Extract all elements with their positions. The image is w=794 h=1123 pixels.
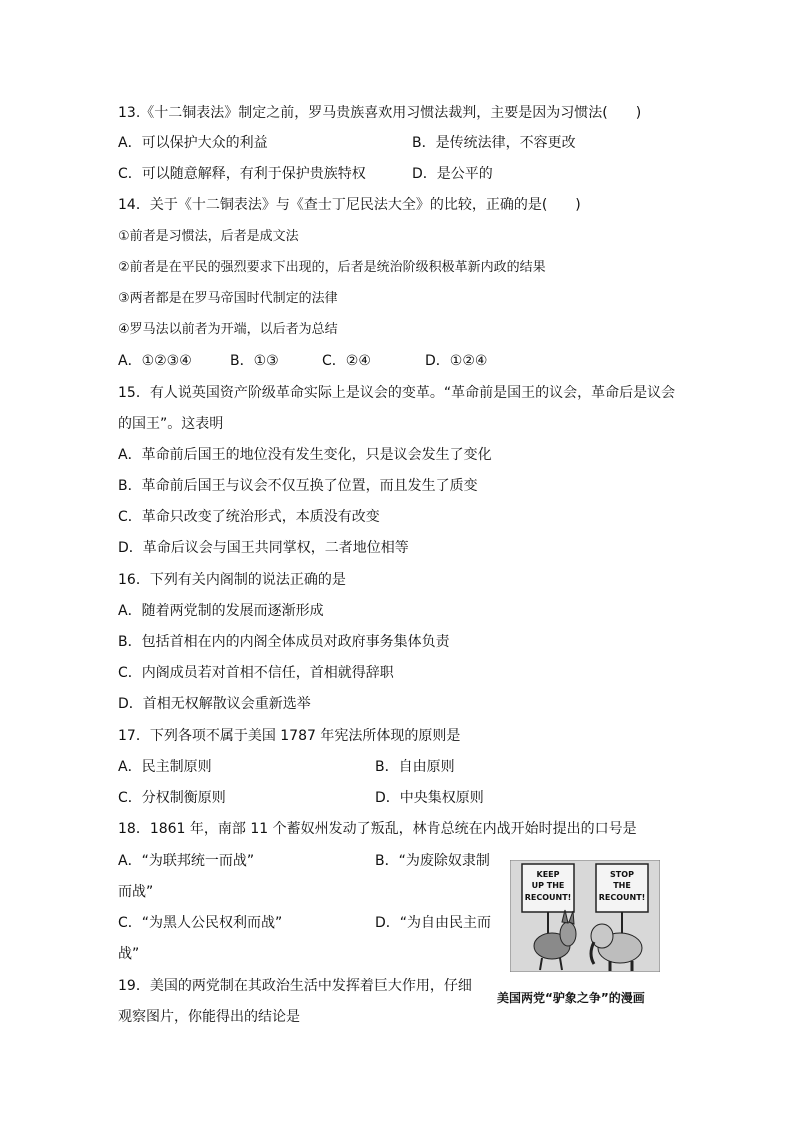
q14-statement-3: ③两者都是在罗马帝国时代制定的法律 [118,291,338,306]
q14-option-d: D．①②④ [425,353,488,369]
sign-left-line1: KEEP [536,870,560,879]
q13-option-a: A．可以保护大众的利益 [118,135,268,151]
q13-option-c: C．可以随意解释，有利于保护贵族特权 [118,166,366,182]
q18-option-b-line2: 而战” [118,884,154,900]
q18-option-d-line1: D．“为自由民主而 [375,915,492,931]
q14-option-a: A．①②③④ [118,353,192,369]
cartoon-caption: 美国两党“驴象之争”的漫画 [497,991,645,1005]
q14-option-c: C．②④ [322,353,371,369]
q16-option-a: A．随着两党制的发展而逐渐形成 [118,603,324,619]
q18-option-b-line1: B．“为废除奴隶制 [375,853,490,869]
q14-statement-2: ②前者是在平民的强烈要求下出现的，后者是统治阶级积极革新内政的结果 [118,260,546,275]
sign-right-line3: RECOUNT! [598,893,646,902]
q17-option-b: B．自由原则 [375,759,455,775]
q19-stem-line2: 观察图片，你能得出的结论是 [118,1009,300,1025]
q18-option-d-line2: 战” [118,946,140,962]
q18-stem: 18．1861 年，南部 11 个蓄奴州发动了叛乱，林肯总统在内战开始时提出的口号是 [118,821,637,837]
q18-option-c: C．“为黑人公民权利而战” [118,915,283,931]
q16-option-c: C．内阁成员若对首相不信任，首相就得辞职 [118,665,394,681]
q15-option-d: D．革命后议会与国王共同掌权，二者地位相等 [118,540,409,556]
q15-stem-line2: 的国王”。这表明 [118,416,224,432]
sign-right-line2: THE [613,881,631,890]
q16-option-b: B．包括首相在内的内阁全体成员对政府事务集体负责 [118,634,450,650]
donkey-elephant-cartoon [510,860,660,972]
q13-option-b: B．是传统法律，不容更改 [412,135,576,151]
q14-stem: 14．关于《十二铜表法》与《查士丁尼民法大全》的比较，正确的是( ) [118,197,581,213]
q17-option-a: A．民主制原则 [118,759,212,775]
q18-option-a: A．“为联邦统一而战” [118,853,255,869]
sign-left-line3: RECOUNT! [524,893,572,902]
sign-right-line1: STOP [610,870,634,879]
q19-stem-line1: 19．美国的两党制在其政治生活中发挥着巨大作用，仔细 [118,978,472,994]
sign-left-line2: UP THE [531,881,565,890]
q17-option-d: D．中央集权原则 [375,790,484,806]
q15-option-a: A．革命前后国王的地位没有发生变化，只是议会发生了变化 [118,447,492,463]
q15-option-c: C．革命只改变了统治形式，本质没有改变 [118,509,380,525]
q13-stem: 13.《十二铜表法》制定之前，罗马贵族喜欢用习惯法裁判，主要是因为习惯法( ) [118,105,642,121]
q16-stem: 16．下列有关内阁制的说法正确的是 [118,572,346,588]
q15-stem-line1: 15．有人说英国资产阶级革命实际上是议会的变革。“革命前是国王的议会，革命后是议会 [118,385,676,401]
q15-option-b: B．革命前后国王与议会不仅互换了位置，而且发生了质变 [118,478,478,494]
q14-statement-1: ①前者是习惯法，后者是成文法 [118,229,299,244]
q13-option-d: D．是公平的 [412,166,493,182]
q17-stem: 17．下列各项不属于美国 1787 年宪法所体现的原则是 [118,728,461,744]
q17-option-c: C．分权制衡原则 [118,790,226,806]
q14-option-b: B．①③ [230,353,279,369]
q14-statement-4: ④罗马法以前者为开端，以后者为总结 [118,322,338,337]
q16-option-d: D．首相无权解散议会重新选举 [118,696,311,712]
